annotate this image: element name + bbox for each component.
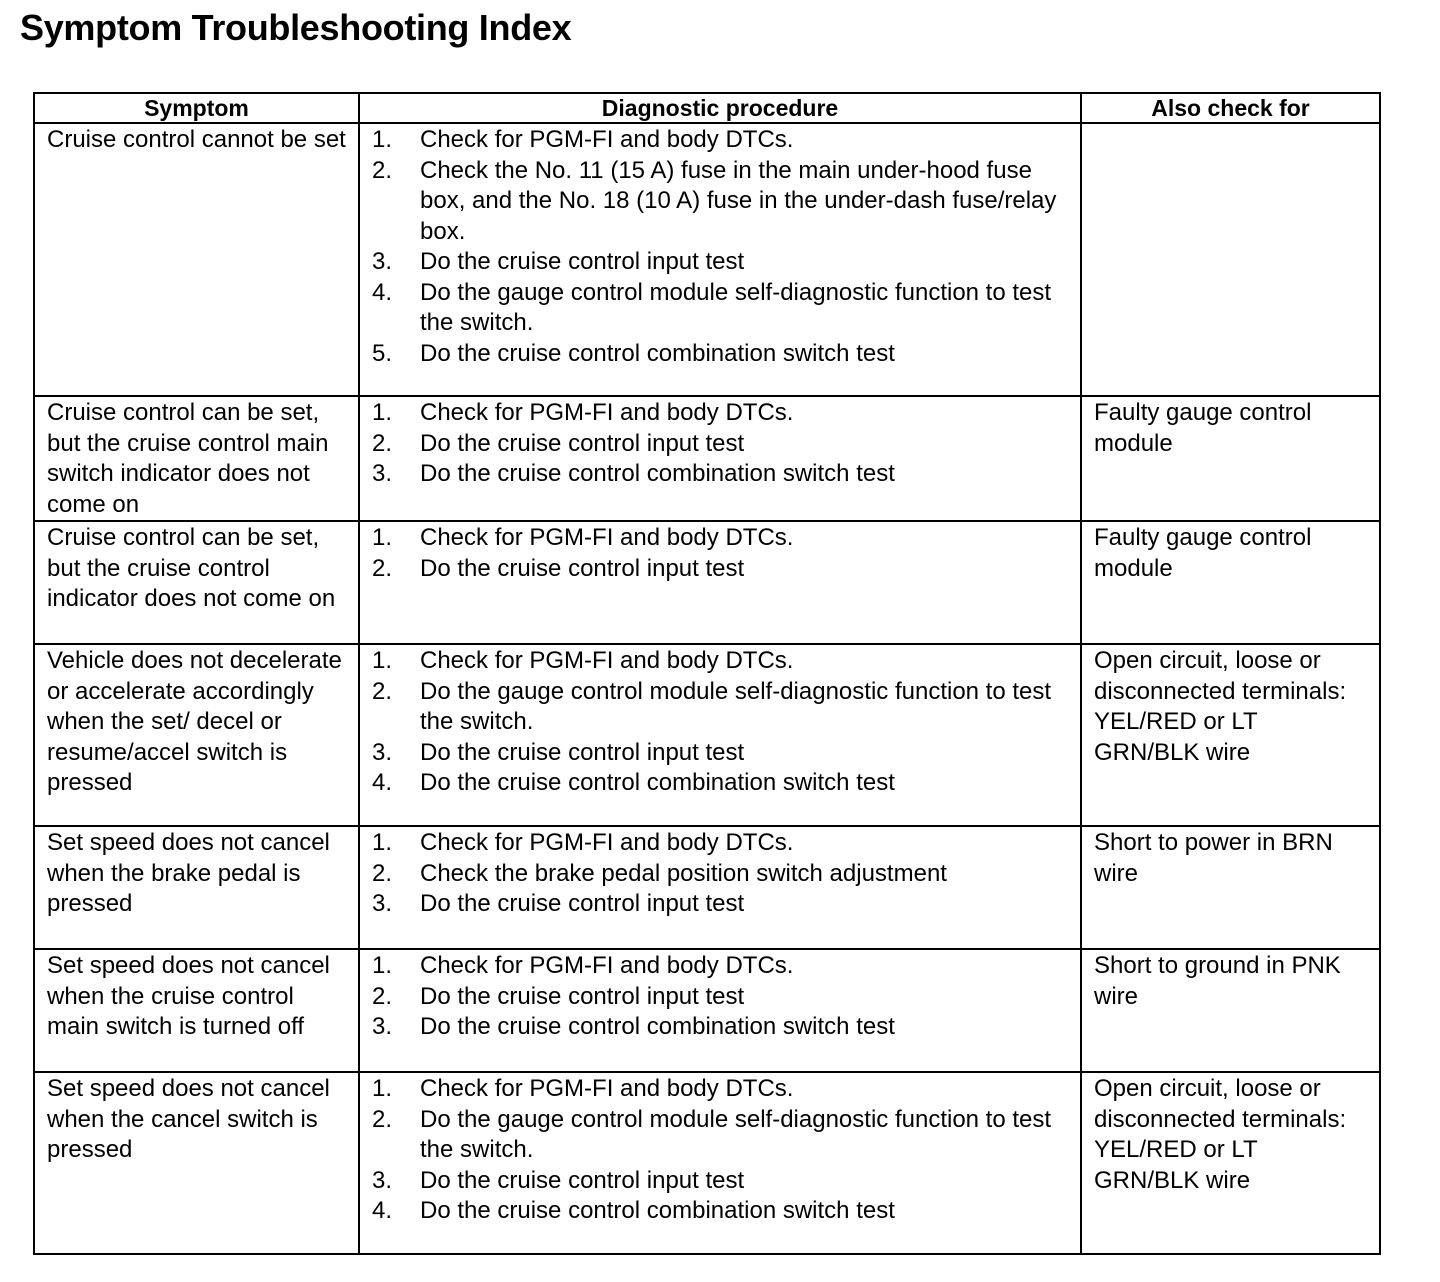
step-number: 1. [372,647,393,674]
procedure-steps [372,828,1072,920]
step-text: Check for PGM-FI and body DTCs. [420,399,794,426]
step-number: 2. [372,859,393,887]
step-number: 2. [372,982,393,1010]
step-text: Check for PGM-FI and body DTCs. [420,829,794,856]
step-number: 4. [372,769,393,796]
symptom-cell: Cruise control can be set, but the cruise control main switch indicator does not come on [34,396,359,521]
procedure-step [372,828,1072,859]
procedure-cell [359,123,1081,396]
step-text: Check for PGM-FI and body DTCs. [420,647,794,674]
procedure-step [372,429,1072,460]
also-check-cell: Faulty gauge control module [1081,396,1380,521]
table-row [34,521,1380,644]
step-text: Check the brake pedal position switch adjustment [420,859,947,887]
step-number: 2. [372,677,393,705]
step-text: Do the gauge control module self-diagnostic function to test the switch. [420,677,1052,735]
step-text: Check for PGM-FI and body DTCs. [420,126,794,153]
also-check-cell: Faulty gauge control module [1081,521,1380,644]
table-row [34,949,1380,1072]
step-text: Check for PGM-FI and body DTCs. [420,524,794,551]
step-text: Do the cruise control combination switch test [420,460,895,487]
step-text: Do the cruise control combination switch test [420,769,895,796]
step-text: Do the gauge control module self-diagnostic function to test the switch. [420,278,1052,336]
symptom-cell: Vehicle does not decelerate or accelerate accordingly when the set/ decel or resume/accel switch is pressed [34,644,359,826]
procedure-step [372,247,1072,278]
step-number: 3. [372,1013,393,1040]
step-text: Do the cruise control input test [420,554,745,582]
procedure-step [372,523,1072,554]
table-row [34,826,1380,949]
step-number: 1. [372,399,393,426]
step-number: 1. [372,952,393,979]
procedure-step [372,738,1072,769]
procedure-step [372,1105,1072,1166]
symptom-cell: Set speed does not cancel when the cruise control main switch is turned off [34,949,359,1072]
procedure-step [372,339,1072,370]
procedure-steps [372,523,1072,584]
also-check-cell: Open circuit, loose or disconnected terminals: YEL/RED or LT GRN/BLK wire [1081,1072,1380,1254]
step-number: 2. [372,1105,393,1133]
procedure-steps [372,1074,1072,1227]
step-number: 2. [372,429,393,457]
also-check-cell [1081,123,1380,396]
procedure-step [372,1196,1072,1227]
step-number: 1. [372,1075,393,1102]
step-text: Do the cruise control combination switch test [420,339,895,367]
procedure-step [372,459,1072,490]
step-text: Do the cruise control input test [420,738,745,766]
symptom-cell: Cruise control can be set, but the cruise control indicator does not come on [34,521,359,644]
step-text: Do the cruise control input test [420,248,745,275]
procedure-step [372,768,1072,799]
also-check-cell: Short to power in BRN wire [1081,826,1380,949]
table-row [34,123,1380,396]
procedure-step [372,398,1072,429]
procedure-steps [372,646,1072,799]
step-number: 2. [372,156,393,184]
step-text: Do the gauge control module self-diagnostic function to test the switch. [420,1105,1052,1163]
procedure-step [372,156,1072,248]
step-number: 2. [372,554,393,582]
step-text: Check for PGM-FI and body DTCs. [420,952,794,979]
step-text: Do the cruise control input test [420,890,745,917]
step-number: 1. [372,829,393,856]
step-number: 3. [372,738,393,766]
step-number: 3. [372,1166,393,1194]
procedure-step [372,859,1072,890]
table-row [34,396,1380,521]
step-text: Do the cruise control input test [420,1166,745,1194]
table-row [34,644,1380,826]
procedure-cell [359,949,1081,1072]
also-check-cell: Short to ground in PNK wire [1081,949,1380,1072]
table-row [34,1072,1380,1254]
procedure-step [372,951,1072,982]
procedure-cell [359,1072,1081,1254]
procedure-step [372,677,1072,738]
page-title: Symptom Troubleshooting Index [20,7,572,48]
troubleshooting-table [33,92,1381,1255]
also-check-cell: Open circuit, loose or disconnected terminals: YEL/RED or LT GRN/BLK wire [1081,644,1380,826]
procedure-cell [359,396,1081,521]
step-number: 1. [372,524,393,551]
procedure-cell [359,644,1081,826]
header-symptom: Symptom [34,93,359,123]
symptom-cell: Set speed does not cancel when the brake pedal is pressed [34,826,359,949]
procedure-step [372,889,1072,920]
procedure-steps [372,125,1072,369]
step-number: 5. [372,339,393,367]
symptom-cell: Cruise control cannot be set [34,123,359,396]
procedure-cell [359,826,1081,949]
header-diagnostic-procedure: Diagnostic procedure [359,93,1081,123]
step-number: 1. [372,126,393,153]
procedure-step [372,278,1072,339]
step-number: 3. [372,460,393,487]
procedure-steps [372,951,1072,1043]
step-text: Check the No. 11 (15 A) fuse in the main under-hood fuse box, and the No. 18 (10 A) fuse in the under-dash fuse/relay box. [420,156,1057,245]
procedure-step [372,1074,1072,1105]
table-header-row [34,93,1380,123]
step-text: Do the cruise control combination switch test [420,1197,895,1224]
step-number: 3. [372,890,393,917]
procedure-step [372,646,1072,677]
step-text: Do the cruise control input test [420,429,745,457]
procedure-step [372,1012,1072,1043]
step-text: Do the cruise control input test [420,982,745,1010]
symptom-cell: Set speed does not cancel when the cancel switch is pressed [34,1072,359,1254]
procedure-steps [372,398,1072,490]
procedure-step [372,982,1072,1013]
procedure-cell [359,521,1081,644]
step-number: 3. [372,248,393,275]
step-text: Do the cruise control combination switch test [420,1013,895,1040]
step-number: 4. [372,1197,393,1224]
step-number: 4. [372,278,393,306]
procedure-step [372,1166,1072,1197]
procedure-step [372,554,1072,585]
procedure-step [372,125,1072,156]
step-text: Check for PGM-FI and body DTCs. [420,1075,794,1102]
header-also-check-for: Also check for [1081,93,1380,123]
